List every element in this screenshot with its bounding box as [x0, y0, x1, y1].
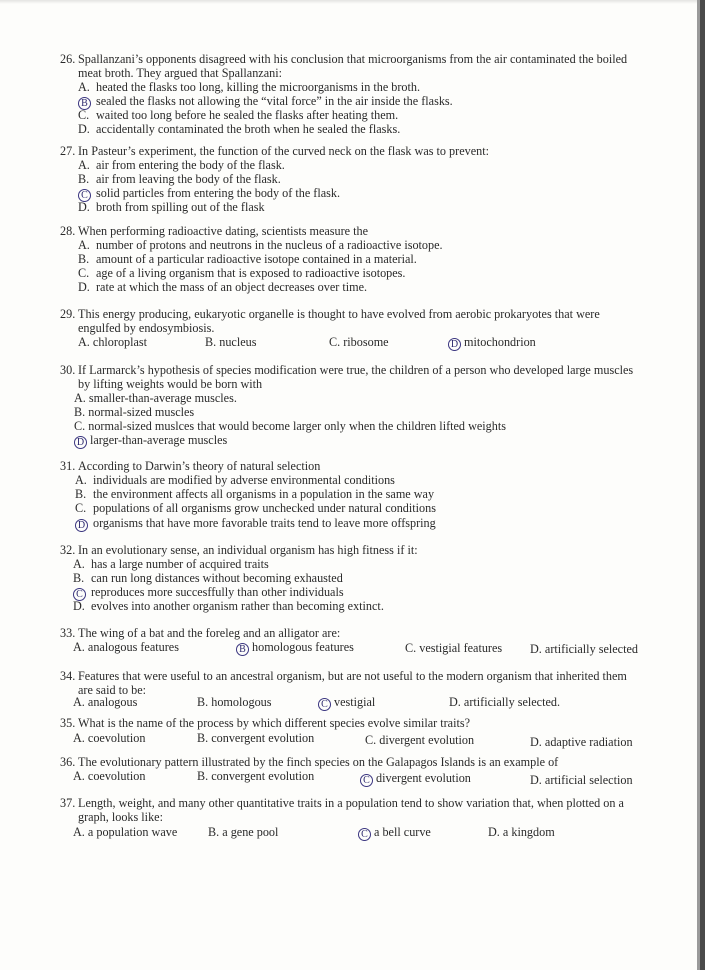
circled-answer-mark: B: [78, 97, 91, 110]
answer-option-d[interactable]: [73, 599, 384, 613]
option-letter: A.: [75, 473, 87, 487]
option-letter: D.: [78, 122, 90, 136]
option-text: a kingdom: [502, 825, 555, 839]
answer-option-c[interactable]: [318, 695, 375, 711]
answer-option-a[interactable]: [73, 825, 177, 839]
option-text: convergent evolution: [211, 731, 315, 745]
question-stem-line: If Larmarck’s hypothesis of species modification were true, the children of a person who developed large muscles: [78, 363, 634, 377]
answer-option-c[interactable]: [75, 501, 436, 515]
option-text: broth from spilling out of the flask: [96, 200, 265, 214]
option-text: chloroplast: [92, 335, 148, 349]
answer-option-c[interactable]: [365, 733, 474, 747]
option-text: individuals are modified by adverse environmental conditions: [93, 473, 395, 487]
answer-option-c[interactable]: [74, 419, 506, 433]
circled-answer-mark: C: [318, 698, 331, 711]
question-stem-line: According to Darwin’s theory of natural selection: [78, 459, 321, 473]
answer-option-b[interactable]: [197, 769, 314, 783]
option-text: a population wave: [87, 825, 178, 839]
answer-option-d[interactable]: [78, 122, 400, 136]
question-stem-line: What is the name of the process by which different species evolve similar traits?: [78, 716, 471, 730]
answer-option-b[interactable]: [78, 252, 417, 266]
option-letter: D.: [530, 642, 542, 656]
option-letter: C.: [74, 419, 86, 433]
answer-option-c[interactable]: [358, 825, 431, 841]
option-letter: D.: [488, 825, 500, 839]
question-stem-line: Features that were useful to an ancestral organism, but are not useful to the modern organism that inherited them: [78, 669, 627, 683]
option-letter: B.: [197, 695, 209, 709]
option-letter: B.: [78, 252, 90, 266]
option-text: smaller-than-average muscles.: [88, 391, 237, 405]
question-stem-line: Spallanzani’s opponents disagreed with his conclusion that microorganisms from the air contaminated the boiled: [78, 52, 628, 66]
option-text: the environment affects all organisms in a population in the same way: [93, 487, 435, 501]
scan-top-shadow: [0, 0, 705, 4]
answer-option-d[interactable]: [78, 200, 265, 214]
question-number: 35.: [60, 716, 76, 730]
circled-answer-mark: C: [78, 189, 91, 202]
option-text: sealed the flasks not allowing the “vital force” in the air inside the flasks.: [96, 94, 453, 108]
option-letter: B.: [78, 172, 90, 186]
answer-option-a[interactable]: [73, 557, 269, 571]
question-stem-line: When performing radioactive dating, scientists measure the: [78, 224, 369, 238]
answer-option-d[interactable]: [78, 280, 367, 294]
question-number: 32.: [60, 543, 76, 557]
answer-option-b[interactable]: [208, 825, 278, 839]
question-number: 27.: [60, 144, 76, 158]
question-stem-line: meat broth. They argued that Spallanzani:: [78, 66, 282, 80]
option-letter: D.: [78, 280, 90, 294]
circled-answer-mark: B: [236, 643, 249, 656]
answer-option-b[interactable]: [78, 172, 281, 186]
answer-option-a[interactable]: [75, 473, 395, 487]
option-letter: D.: [530, 773, 542, 787]
answer-option-c[interactable]: [329, 335, 389, 349]
option-text: divergent evolution: [379, 733, 475, 747]
question-stem-line: This energy producing, eukaryotic organelle is thought to have evolved from aerobic prokaryotes that were: [78, 307, 600, 321]
answer-option-b[interactable]: [205, 335, 256, 349]
option-letter: A.: [78, 80, 90, 94]
option-letter: D.: [530, 735, 542, 749]
question-number: 34.: [60, 669, 76, 683]
option-text: convergent evolution: [211, 769, 315, 783]
circled-answer-mark: C: [73, 588, 86, 601]
option-text: can run long distances without becoming exhausted: [91, 571, 343, 585]
option-letter: A.: [73, 557, 85, 571]
question-number: 29.: [60, 307, 76, 321]
answer-option-d[interactable]: [448, 335, 536, 351]
option-text: vestigial: [334, 695, 376, 709]
question-stem-line: engulfed by endosymbiosis.: [78, 321, 215, 335]
option-text: amount of a particular radioactive isotope contained in a material.: [96, 252, 417, 266]
option-letter: A.: [74, 391, 86, 405]
answer-option-a[interactable]: [73, 695, 137, 709]
option-letter: C.: [78, 266, 90, 280]
option-letter: B.: [73, 571, 85, 585]
answer-option-a[interactable]: [78, 158, 285, 172]
option-letter: C.: [78, 108, 90, 122]
answer-option-a[interactable]: [78, 238, 443, 252]
answer-option-c[interactable]: [360, 771, 471, 787]
circled-answer-mark: D: [74, 436, 87, 449]
question-stem-line: In an evolutionary sense, an individual organism has high fitness if it:: [78, 543, 418, 557]
answer-option-b[interactable]: [197, 731, 314, 745]
answer-option-b[interactable]: [75, 487, 434, 501]
option-text: a gene pool: [222, 825, 279, 839]
answer-option-d[interactable]: [530, 735, 633, 749]
answer-option-d[interactable]: [530, 642, 638, 656]
option-letter: B.: [205, 335, 217, 349]
circled-answer-mark: C: [358, 828, 371, 841]
answer-option-c[interactable]: [78, 108, 398, 122]
question-number: 26.: [60, 52, 76, 66]
option-text: homologous: [211, 695, 272, 709]
circled-answer-mark: C: [360, 774, 373, 787]
option-text: mitochondrion: [464, 335, 536, 349]
scan-right-edge: [700, 0, 705, 970]
circled-answer-mark: D: [75, 519, 88, 532]
question-number: 31.: [60, 459, 76, 473]
question-number: 30.: [60, 363, 76, 377]
answer-option-d[interactable]: [449, 695, 560, 709]
option-text: rate at which the mass of an object decreases over time.: [96, 280, 368, 294]
option-letter: A.: [73, 825, 85, 839]
answer-option-d[interactable]: [488, 825, 555, 839]
question-stem-line: by lifting weights would be born with: [78, 377, 263, 391]
option-letter: A.: [73, 695, 85, 709]
option-text: analogous: [87, 695, 138, 709]
option-text: has a large number of acquired traits: [91, 557, 269, 571]
option-letter: A.: [78, 335, 90, 349]
option-letter: C.: [365, 733, 377, 747]
option-text: populations of all organisms grow unchecked under natural conditions: [93, 501, 436, 515]
option-text: solid particles from entering the body of the flask.: [96, 186, 341, 200]
question-stem-line: The wing of a bat and the foreleg and an alligator are:: [78, 626, 341, 640]
option-text: normal-sized muslces that would become larger only when the children lifted weights: [88, 419, 506, 433]
question-number: 33.: [60, 626, 76, 640]
option-text: analogous features: [87, 640, 179, 654]
answer-option-b[interactable]: [236, 640, 354, 656]
question-stem-line: Length, weight, and many other quantitative traits in a population tend to show variation that, when plotted on a: [78, 796, 624, 810]
option-letter: A.: [73, 769, 85, 783]
option-letter: B.: [208, 825, 220, 839]
option-text: waited too long before he sealed the flasks after heating them.: [96, 108, 399, 122]
option-letter: B.: [74, 405, 86, 419]
answer-option-b[interactable]: [74, 405, 194, 419]
option-letter: B.: [197, 731, 209, 745]
option-text: accidentally contaminated the broth when he sealed the flasks.: [96, 122, 401, 136]
option-text: artificial selection: [544, 773, 633, 787]
option-text: larger-than-average muscles: [90, 433, 228, 447]
option-text: coevolution: [87, 769, 146, 783]
option-text: divergent evolution: [376, 771, 471, 785]
option-text: adaptive radiation: [544, 735, 633, 749]
option-letter: A.: [78, 238, 90, 252]
option-text: artificially selected: [544, 642, 638, 656]
question-stem-line: In Pasteur’s experiment, the function of the curved neck on the flask was to prevent:: [78, 144, 489, 158]
option-letter: D.: [78, 200, 90, 214]
question-stem-line: graph, looks like:: [78, 810, 163, 824]
option-text: air from entering the body of the flask.: [96, 158, 285, 172]
option-text: normal-sized muscles: [88, 405, 195, 419]
answer-option-d[interactable]: [74, 433, 227, 449]
question-number: 36.: [60, 755, 76, 769]
option-letter: C.: [329, 335, 341, 349]
option-letter: A.: [73, 731, 85, 745]
option-text: a bell curve: [374, 825, 431, 839]
option-letter: A.: [73, 640, 85, 654]
question-stem-line: The evolutionary pattern illustrated by the finch species on the Galapagos Islands is an example of: [78, 755, 559, 769]
option-text: air from leaving the body of the flask.: [96, 172, 281, 186]
option-text: reproduces more succesffully than other individuals: [91, 585, 344, 599]
answer-option-c[interactable]: [405, 641, 502, 655]
answer-option-c[interactable]: [78, 266, 405, 280]
answer-option-b[interactable]: [197, 695, 272, 709]
option-text: artificially selected.: [463, 695, 561, 709]
answer-option-a[interactable]: [73, 731, 145, 745]
option-text: homologous features: [252, 640, 354, 654]
option-text: nucleus: [219, 335, 257, 349]
option-text: vestigial features: [419, 641, 503, 655]
option-letter: D.: [73, 599, 85, 613]
option-letter: C.: [75, 501, 87, 515]
option-text: organisms that have more favorable traits tend to leave more offspring: [93, 516, 436, 530]
answer-option-a[interactable]: [78, 335, 147, 349]
question-stem-line: are said to be:: [78, 683, 147, 697]
option-letter: B.: [75, 487, 87, 501]
answer-option-a[interactable]: [73, 640, 179, 654]
option-letter: D.: [449, 695, 461, 709]
option-text: coevolution: [87, 731, 146, 745]
option-letter: C.: [405, 641, 417, 655]
option-text: age of a living organism that is exposed to radioactive isotopes.: [96, 266, 406, 280]
option-text: number of protons and neutrons in the nucleus of a radioactive isotope.: [96, 238, 443, 252]
answer-option-a[interactable]: [78, 80, 420, 94]
option-text: ribosome: [343, 335, 389, 349]
question-number: 37.: [60, 796, 76, 810]
answer-option-a[interactable]: [74, 391, 237, 405]
answer-option-d[interactable]: [530, 773, 633, 787]
answer-option-a[interactable]: [73, 769, 145, 783]
answer-option-d[interactable]: [75, 516, 436, 532]
question-number: 28.: [60, 224, 76, 238]
circled-answer-mark: D: [448, 338, 461, 351]
option-text: evolves into another organism rather than becoming extinct.: [91, 599, 384, 613]
answer-option-b[interactable]: [73, 571, 343, 585]
option-letter: B.: [197, 769, 209, 783]
option-text: heated the flasks too long, killing the microorganisms in the broth.: [96, 80, 421, 94]
option-letter: A.: [78, 158, 90, 172]
